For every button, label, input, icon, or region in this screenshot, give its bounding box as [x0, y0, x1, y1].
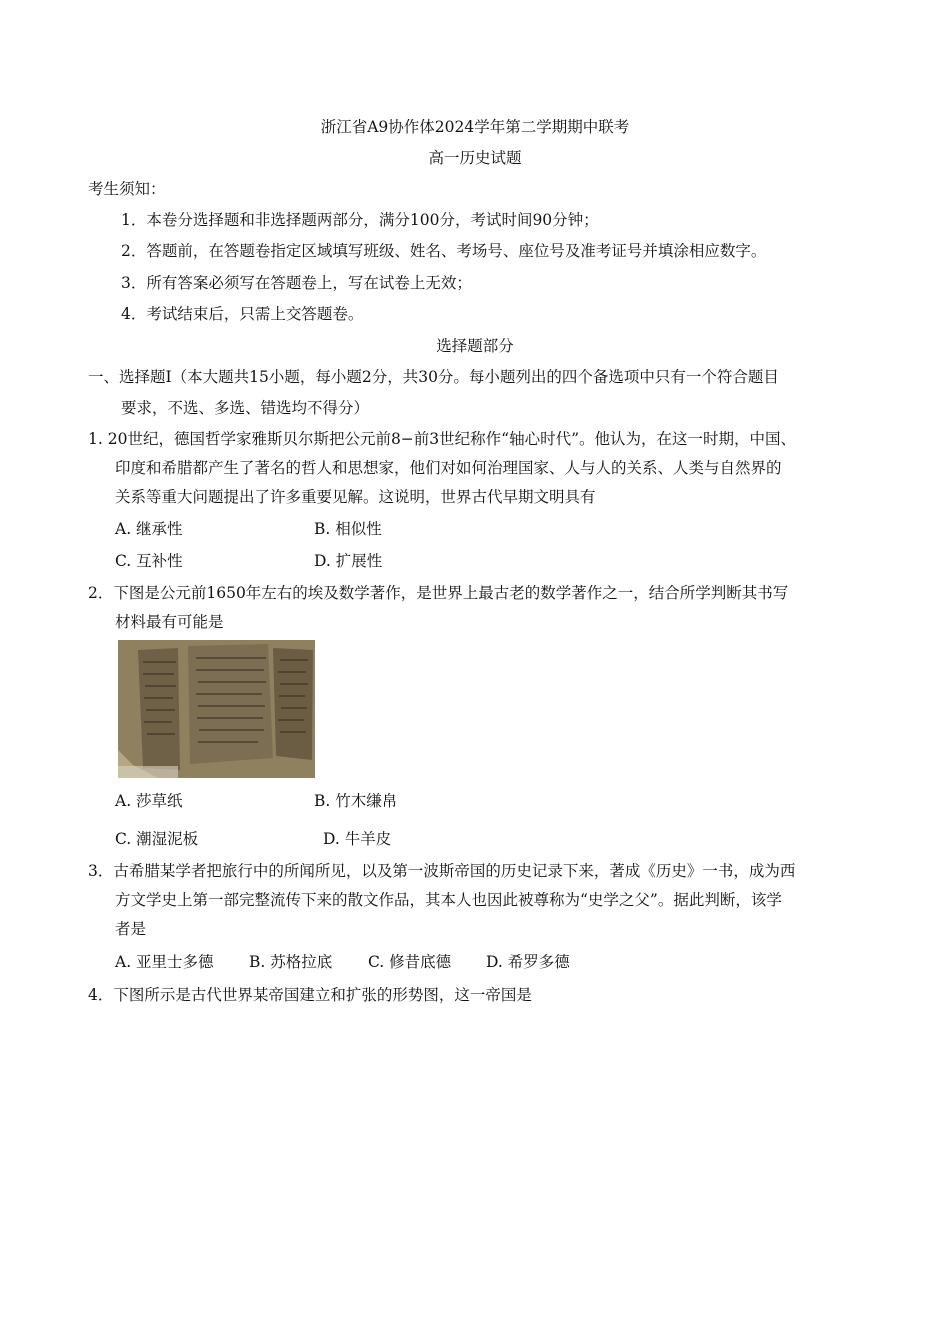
question-1-text: 关系等重大问题提出了许多重要见解。这说明，世界古代早期文明具有: [115, 488, 596, 506]
notice-item: 2．答题前，在答题卷指定区域填写班级、姓名、考场号、座位号及准考证号并填涂相应数字。: [121, 242, 767, 260]
question-1-option-c: C. 互补性: [115, 552, 183, 570]
papyrus-photo: [118, 640, 315, 778]
section-instructions: 一、选择题Ⅰ（本大题共15小题，每小题2分，共30分。每小题列出的四个备选项中只有一个符合题目: [88, 368, 779, 386]
question-1-option-a: A. 继承性: [115, 520, 183, 538]
notice-item: 1．本卷分选择题和非选择题两部分，满分100分，考试时间90分钟；: [121, 211, 599, 229]
question-1-text: 印度和希腊都产生了著名的哲人和思想家，他们对如何治理国家、人与人的关系、人类与自然界的: [115, 459, 782, 477]
notice-heading: 考生须知：: [88, 180, 166, 198]
question-1-text: 1. 20世纪，德国哲学家雅斯贝尔斯把公元前8−前3世纪称作“轴心时代”。他认为，在这一时期，中国、: [88, 430, 797, 448]
exam-subtitle: 高一历史试题: [428, 149, 522, 167]
question-1-option-b: B. 相似性: [314, 520, 382, 538]
question-3-text: 者是: [115, 920, 147, 938]
question-2-option-c: C. 潮湿泥板: [115, 830, 199, 848]
question-1-option-d: D. 扩展性: [314, 552, 383, 570]
notice-item: 3．所有答案必须写在答题卷上，写在试卷上无效；: [121, 274, 472, 292]
question-3-option-c: C. 修昔底德: [368, 953, 452, 971]
notice-item: 4．考试结束后，只需上交答题卷。: [121, 305, 364, 323]
question-3-option-a: A. 亚里士多德: [115, 953, 214, 971]
question-2-text: 2．下图是公元前1650年左右的埃及数学著作，是世界上最古老的数学著作之一，结合所学判断其书写: [88, 584, 789, 602]
exam-title: 浙江省A9协作体2024学年第二学期期中联考: [320, 118, 630, 136]
question-3-option-d: D. 希罗多德: [486, 953, 570, 971]
question-4-text: 4．下图所示是古代世界某帝国建立和扩张的形势图，这一帝国是: [88, 986, 532, 1004]
question-2-option-b: B. 竹木缣帛: [314, 792, 398, 810]
question-2-text: 材料最有可能是: [115, 613, 224, 631]
question-2-option-a: A. 莎草纸: [115, 792, 183, 810]
question-3-option-b: B. 苏格拉底: [249, 953, 333, 971]
section-title: 选择题部分: [436, 337, 514, 355]
question-3-text: 方文学史上第一部完整流传下来的散文作品，其本人也因此被尊称为“史学之父”。据此判断，该学: [115, 891, 782, 909]
question-2-option-d: D. 牛羊皮: [323, 830, 392, 848]
question-3-text: 3．古希腊某学者把旅行中的所闻所见，以及第一波斯帝国的历史记录下来，著成《历史》一书，成为西: [88, 862, 796, 880]
section-instructions-cont: 要求，不选、多选、错选均不得分）: [121, 399, 370, 417]
